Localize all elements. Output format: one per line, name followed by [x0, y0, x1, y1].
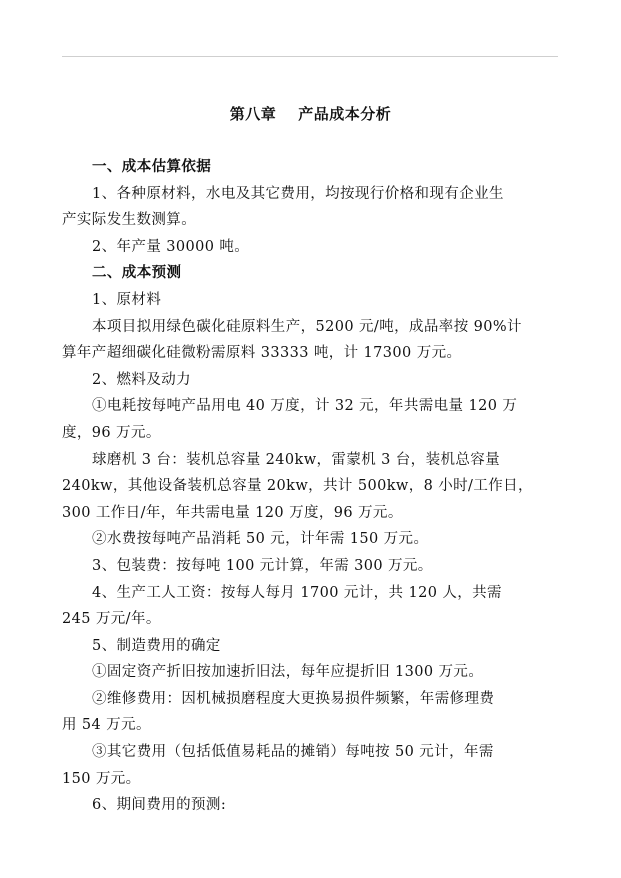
text-line: ③其它费用（包括低值易耗品的摊销）每吨按 50 元计，年需 — [92, 744, 494, 761]
chapter-name: 产品成本分析 — [298, 105, 392, 123]
text-line: 1、各种原材料，水电及其它费用，均按现行价格和现有企业生 — [92, 185, 504, 202]
text-line: ①固定资产折旧按加速折旧法，每年应提折旧 1300 万元。 — [92, 664, 484, 681]
text-line: 5、制造费用的确定 — [92, 637, 221, 654]
text-line: ②水费按每吨产品消耗 50 元，计年需 150 万元。 — [92, 531, 429, 548]
text-line: ②维修费用：因机械损磨程度大更换易损件频繁，年需修理费 — [92, 690, 495, 707]
text-line: ①电耗按每吨产品用电 40 万度，计 32 元，年共需电量 120 万 — [92, 398, 518, 415]
text-line: 球磨机 3 台：装机总容量 240kw，雷蒙机 3 台，装机总容量 — [92, 451, 501, 468]
text-line: 产实际发生数测算。 — [62, 212, 197, 229]
section-heading: 一、成本估算依据 — [92, 158, 212, 175]
text-line: 150 万元。 — [62, 770, 141, 787]
header-rule — [62, 56, 558, 57]
text-line: 300 工作日/年，年共需电量 120 万度，96 万元。 — [62, 504, 403, 521]
text-line: 245 万元/年。 — [62, 611, 161, 628]
chapter-title — [0, 103, 621, 124]
text-line: 6、期间费用的预测: — [92, 797, 227, 814]
text-line: 1、原材料 — [92, 291, 162, 308]
document-body — [62, 154, 562, 819]
text-line: 2、燃料及动力 — [92, 371, 192, 388]
text-line: 2、年产量 30000 吨。 — [92, 238, 250, 255]
text-line: 算年产超细碳化硅微粉需原料 33333 吨，计 17300 万元。 — [62, 345, 462, 362]
chapter-number: 第八章 — [229, 105, 277, 123]
section-heading: 二、成本预测 — [92, 264, 182, 282]
text-line: 度，96 万元。 — [62, 424, 161, 441]
text-line: 4、生产工人工资：按每人每月 1700 元计，共 120 人，共需 — [92, 584, 502, 601]
text-line: 240kw，其他设备装机总容量 20kw，共计 500kw，8 小时/工作日， — [62, 478, 533, 495]
text-line: 用 54 万元。 — [62, 717, 151, 734]
text-line: 本项目拟用绿色碳化硅原料生产，5200 元/吨，成品率按 90%计 — [92, 318, 522, 335]
text-line: 3、包装费：按每吨 100 元计算，年需 300 万元。 — [92, 557, 433, 574]
